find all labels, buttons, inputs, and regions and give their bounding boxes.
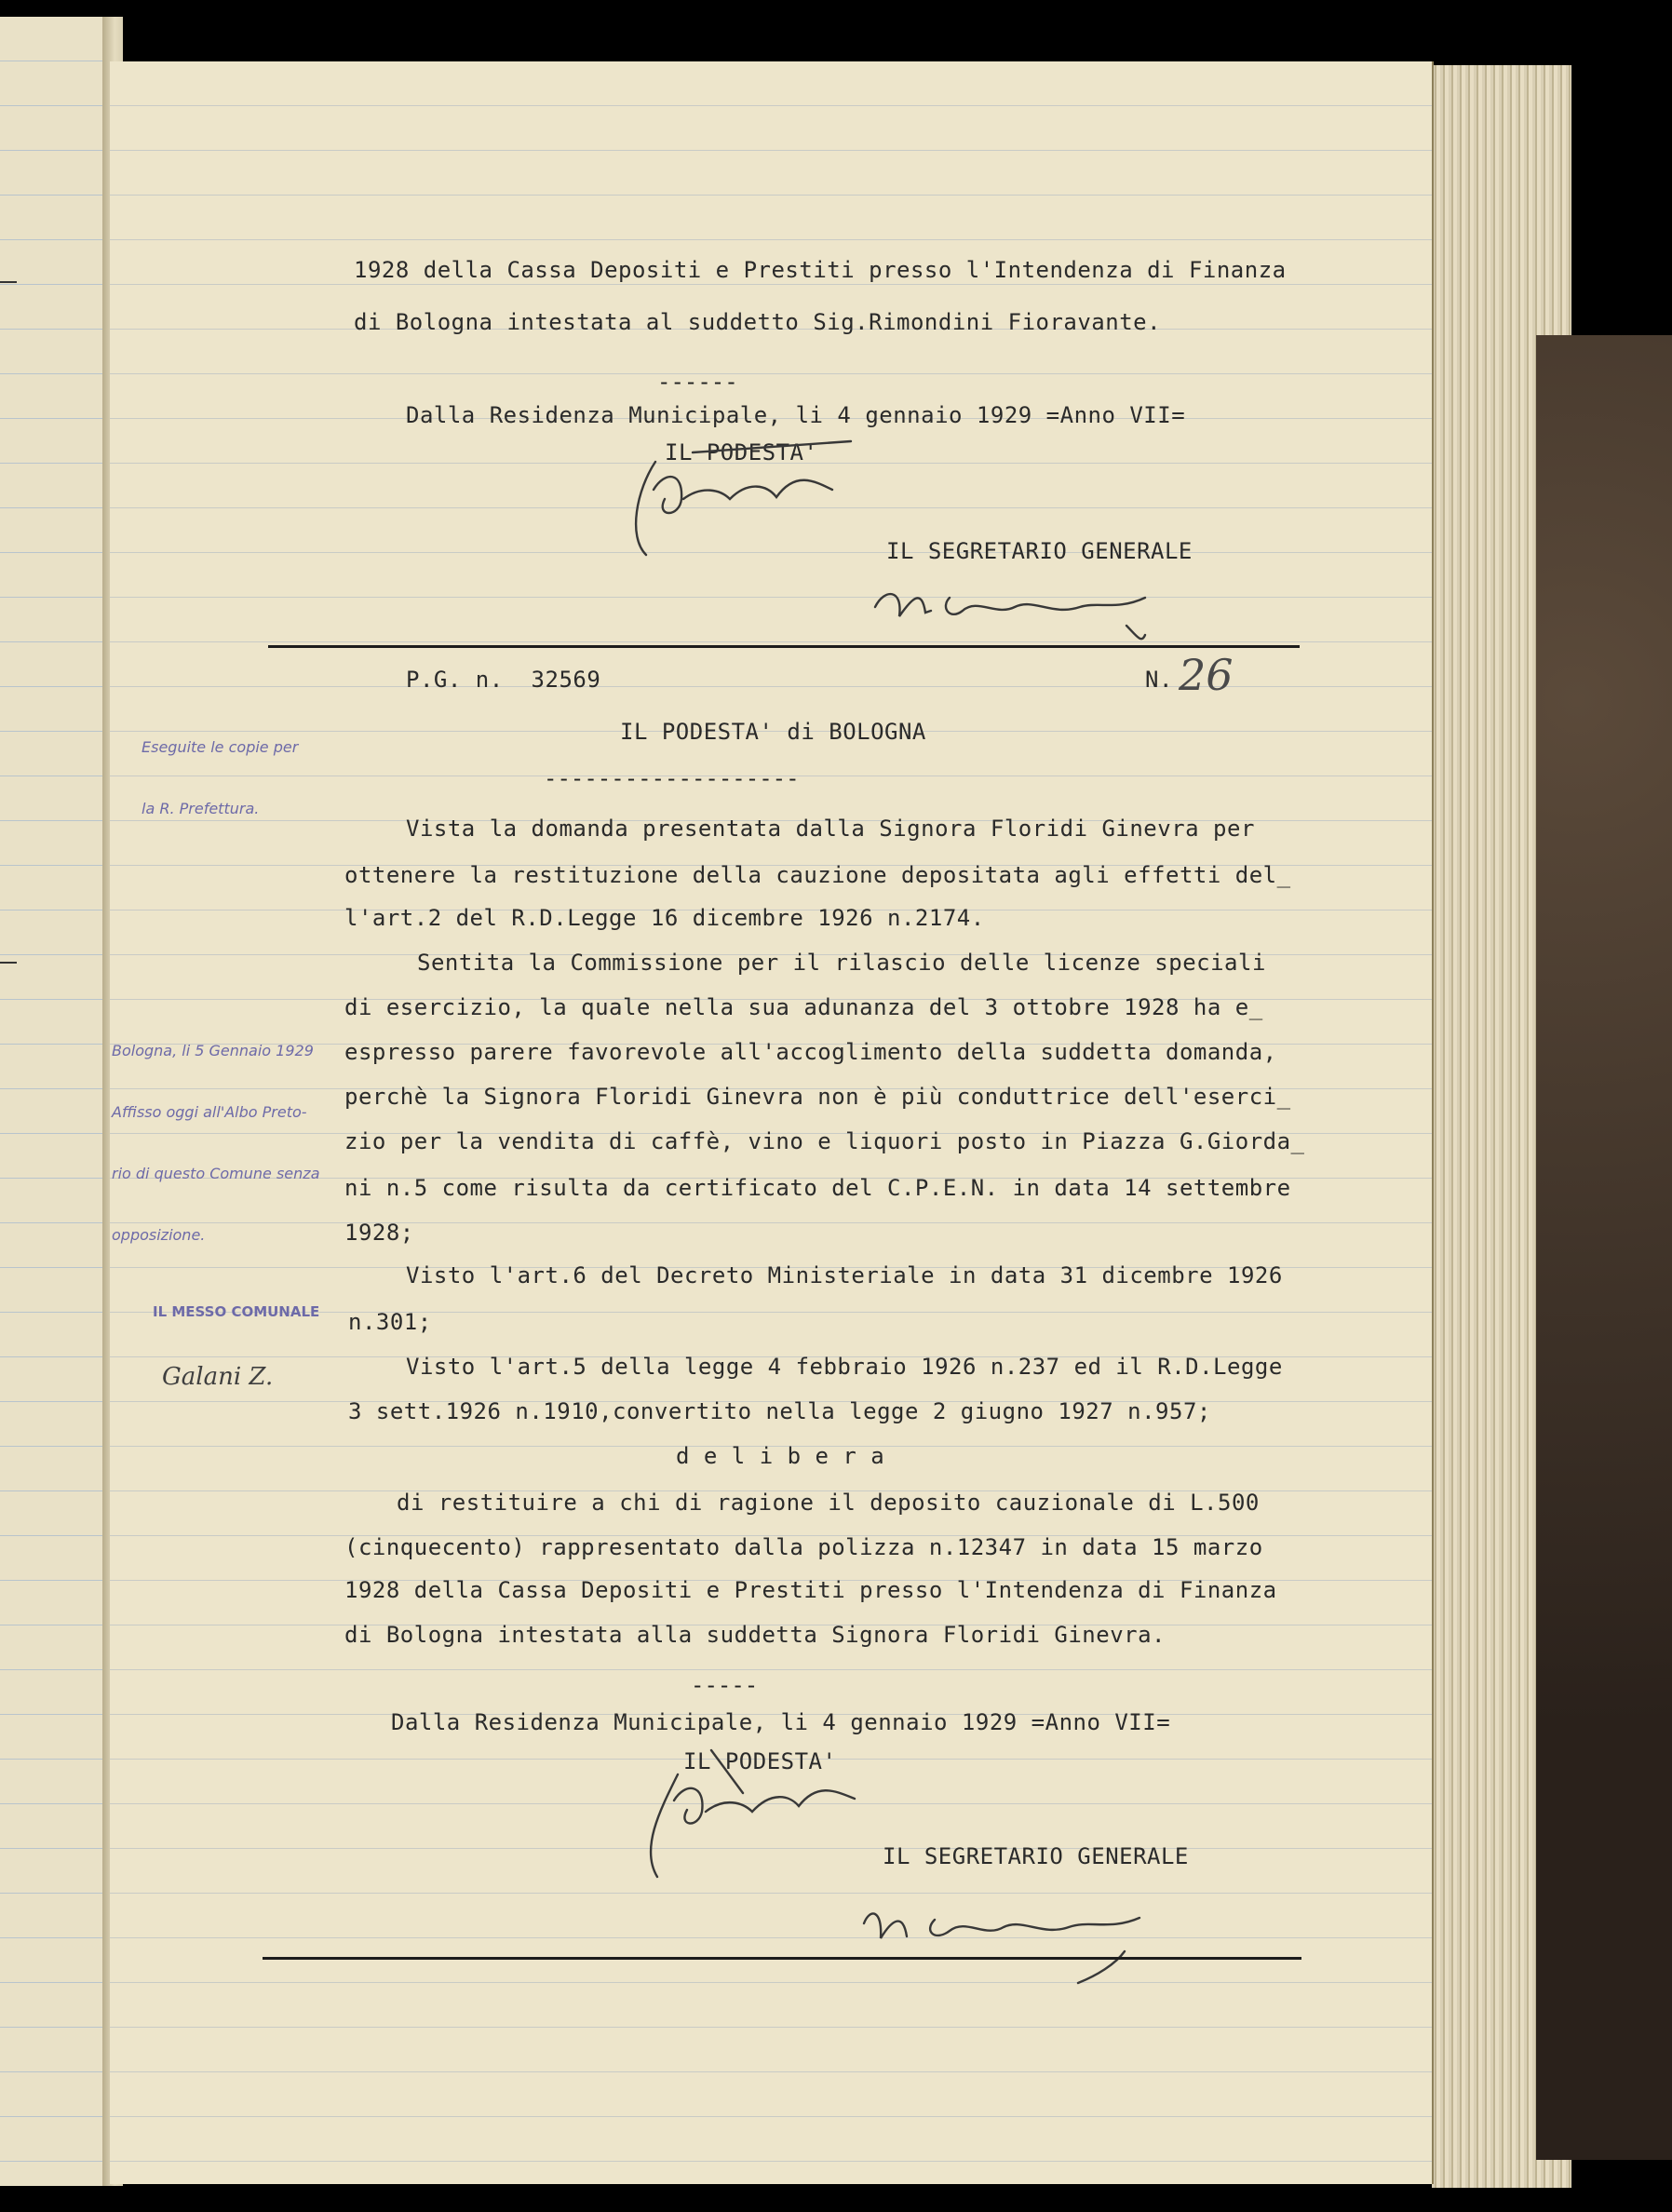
body-line: di restituire a chi di ragione il deposito cauzionale di L.500: [397, 1490, 1260, 1516]
body-line: zio per la vendita di caffè, vino e liquori posto in Piazza G.Giorda_: [344, 1128, 1305, 1154]
body-line: Visto l'art.5 della legge 4 febbraio 1926 n.237 ed il R.D.Legge: [406, 1354, 1283, 1380]
publication-stamp-line: rio di questo Comune senza: [112, 1165, 320, 1182]
copies-stamp-line: Eseguite le copie per: [142, 738, 299, 756]
body-line: 1928 della Cassa Depositi e Prestiti presso l'Intendenza di Finanza: [344, 1577, 1277, 1603]
podesta-signature-top: [627, 434, 870, 573]
body-line: (cinquecento) rappresentato dalla polizza n.12347 in data 15 marzo: [344, 1534, 1263, 1560]
body-line: ottenere la restituzione della cauzione depositata agli effetti del_: [344, 862, 1291, 888]
left-page-mark: [0, 281, 17, 283]
body-line: l'art.2 del R.D.Legge 16 dicembre 1926 n.2174.: [344, 905, 985, 931]
body-line: di Bologna intestata alla suddetta Signora Floridi Ginevra.: [344, 1622, 1166, 1648]
top-separator: ------: [657, 369, 738, 395]
messo-signature: Galani Z.: [162, 1363, 274, 1391]
bottom-separator: -----: [691, 1672, 759, 1698]
body-line: di esercizio, la quale nella sua adunanza del 3 ottobre 1928 ha e_: [344, 994, 1263, 1020]
book-cover: [1536, 335, 1672, 2160]
deliberation-number-label: N.: [1145, 667, 1173, 693]
top-segretario-label: IL SEGRETARIO GENERALE: [886, 538, 1193, 564]
protocol-number: P.G. n. 32569: [406, 667, 601, 693]
publication-stamp: [112, 1000, 320, 1408]
publication-stamp-line: Bologna, li 5 Gennaio 1929: [112, 1042, 314, 1059]
bottom-podesta-label: IL PODESTA': [683, 1748, 837, 1774]
copies-stamp-line: la R. Prefettura.: [142, 800, 260, 817]
body-line: 3 sett.1926 n.1910,convertito nella legge 2 giugno 1927 n.957;: [348, 1398, 1211, 1424]
delibera-heading: d e l i b e r a: [676, 1443, 885, 1469]
body-line: Sentita la Commissione per il rilascio delle licenze speciali: [417, 950, 1266, 976]
bottom-segretario-label: IL SEGRETARIO GENERALE: [883, 1843, 1189, 1869]
body-line: espresso parere favorevole all'accoglimento della suddetta domanda,: [344, 1039, 1277, 1065]
body-line: n.301;: [348, 1309, 432, 1335]
top-closing-date: Dalla Residenza Municipale, li 4 gennaio 1929 =Anno VII=: [406, 402, 1186, 428]
body-line: Visto l'art.6 del Decreto Ministeriale in data 31 dicembre 1926: [406, 1262, 1283, 1288]
top-line-2: di Bologna intestata al suddetto Sig.Rimondini Fioravante.: [354, 309, 1162, 335]
publication-stamp-line: Affisso oggi all'Albo Preto-: [112, 1103, 307, 1121]
messo-comunale-label: IL MESSO COMUNALE: [153, 1303, 320, 1320]
top-section-rule: [268, 645, 1300, 648]
top-line-1: 1928 della Cassa Depositi e Prestiti presso l'Intendenza di Finanza: [354, 257, 1287, 283]
podesta-signature-bottom: [640, 1737, 883, 1886]
bottom-section-rule: [263, 1957, 1301, 1960]
publication-stamp-line: opposizione.: [112, 1226, 206, 1244]
top-podesta-label: IL PODESTA': [665, 439, 818, 465]
title-underline: -------------------: [544, 765, 800, 791]
segretario-signature-top: [866, 570, 1164, 654]
deliberation-number: 26: [1179, 650, 1234, 700]
body-line: 1928;: [344, 1220, 414, 1246]
segretario-signature-bottom: [845, 1886, 1162, 1989]
body-line: ni n.5 come risulta da certificato del C.P.E.N. in data 14 settembre: [344, 1175, 1291, 1201]
left-facing-page: [0, 17, 107, 2186]
document-title: IL PODESTA' di BOLOGNA: [620, 719, 926, 745]
body-line: perchè la Signora Floridi Ginevra non è più conduttrice dell'eserci_: [344, 1084, 1291, 1110]
left-page-mark: [0, 962, 17, 964]
body-line: Vista la domanda presentata dalla Signora Floridi Ginevra per: [406, 816, 1255, 842]
bottom-closing-date: Dalla Residenza Municipale, li 4 gennaio 1929 =Anno VII=: [391, 1709, 1171, 1735]
copies-stamp: [142, 696, 298, 840]
